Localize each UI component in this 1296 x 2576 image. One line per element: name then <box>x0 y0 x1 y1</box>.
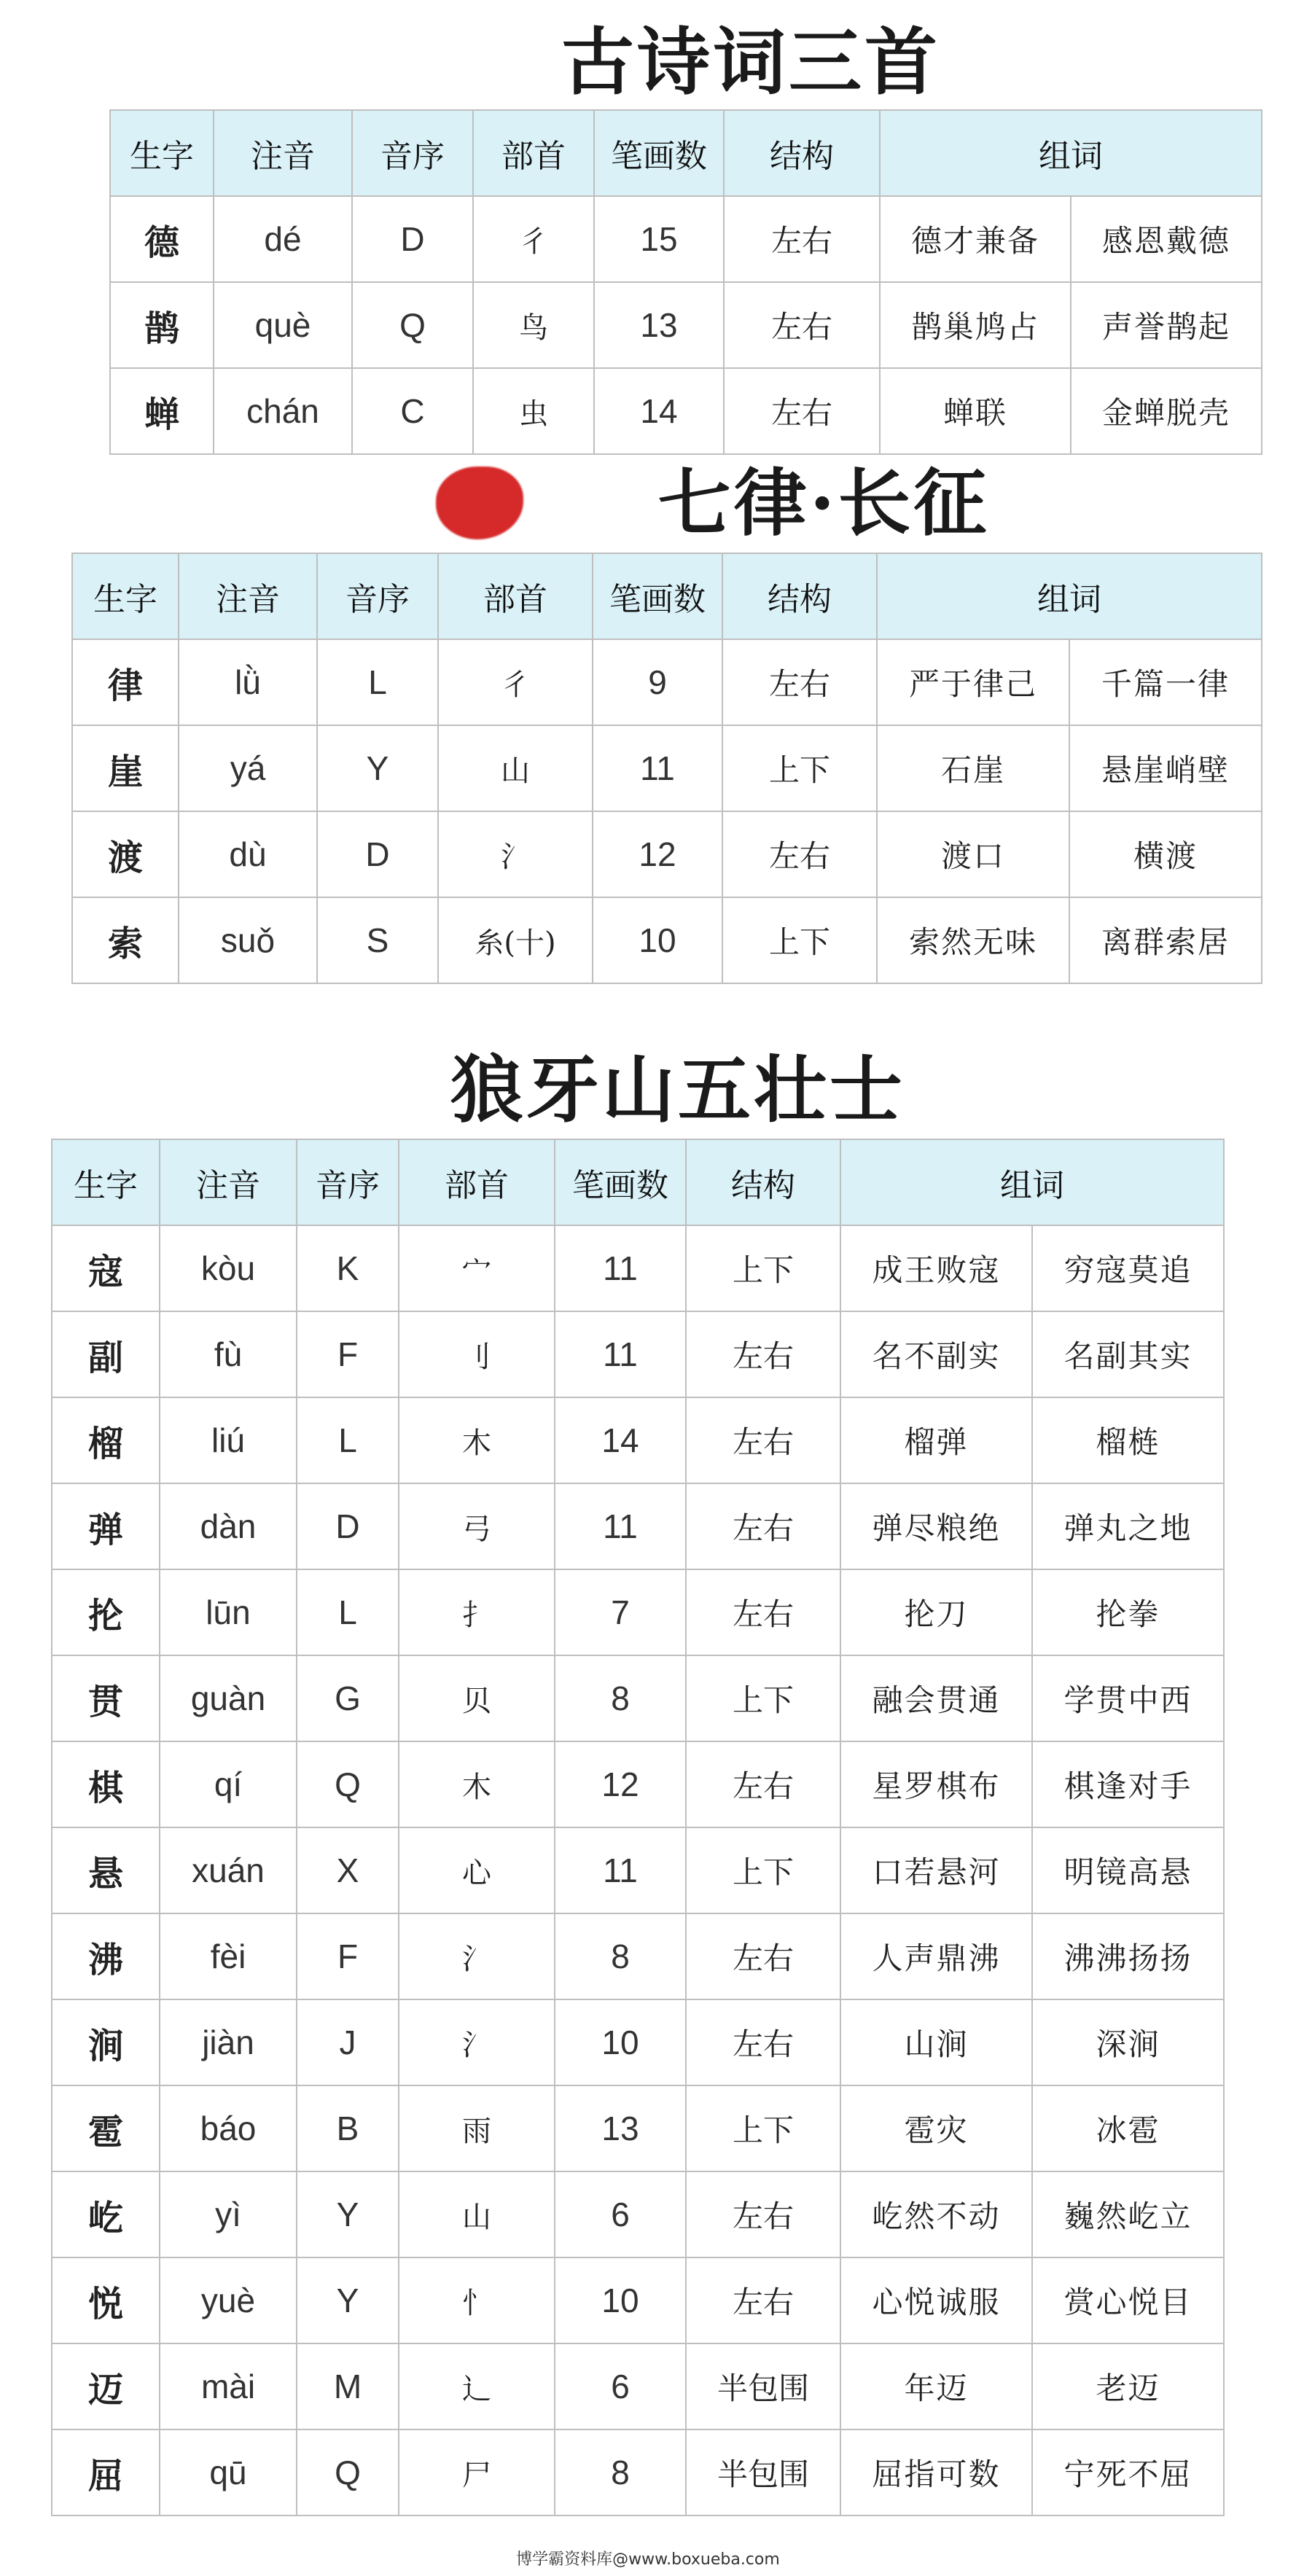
initial-letter-cell: D <box>297 1483 399 1569</box>
word-cell: 星罗棋布 <box>840 1741 1032 1827</box>
column-header: 组词 <box>840 1139 1224 1225</box>
stroke-count-cell: 10 <box>555 1999 686 2085</box>
word-cell: 名不副实 <box>840 1311 1032 1397</box>
word-cell: 榴弹 <box>840 1397 1032 1483</box>
table-row <box>72 639 1262 725</box>
stroke-count-cell: 14 <box>555 1397 686 1483</box>
word-cell: 人声鼎沸 <box>840 1913 1032 1999</box>
radical-cell: 扌 <box>399 1569 555 1655</box>
structure-cell: 上下 <box>722 725 877 811</box>
table-row <box>72 897 1262 983</box>
table-row <box>52 1225 1224 1311</box>
word-cell: 穷寇莫追 <box>1032 1225 1224 1311</box>
column-header: 注音 <box>179 553 317 639</box>
character-cell: 沸 <box>52 1913 160 1999</box>
structure-cell: 左右 <box>686 1569 840 1655</box>
radical-cell: 弓 <box>399 1483 555 1569</box>
structure-cell: 左右 <box>724 196 880 282</box>
word-cell: 年迈 <box>840 2343 1032 2429</box>
initial-letter-cell: Q <box>352 282 473 368</box>
pinyin-cell: yì <box>160 2171 297 2257</box>
table-row <box>52 2171 1224 2257</box>
pinyin-cell: fù <box>160 1311 297 1397</box>
radical-cell: 山 <box>399 2171 555 2257</box>
word-cell: 蝉联 <box>880 368 1071 454</box>
structure-cell: 上下 <box>686 2085 840 2171</box>
initial-letter-cell: K <box>297 1225 399 1311</box>
pinyin-cell: yuè <box>160 2257 297 2343</box>
stroke-count-cell: 7 <box>555 1569 686 1655</box>
stroke-count-cell: 6 <box>555 2171 686 2257</box>
radical-cell: 心 <box>399 1827 555 1913</box>
structure-cell: 左右 <box>724 368 880 454</box>
table-row <box>52 1397 1224 1483</box>
initial-letter-cell: S <box>317 897 438 983</box>
table-row <box>110 282 1262 368</box>
word-cell: 雹灾 <box>840 2085 1032 2171</box>
structure-cell: 半包围 <box>686 2429 840 2515</box>
stroke-count-cell: 8 <box>555 2429 686 2515</box>
word-cell: 千篇一律 <box>1069 639 1262 725</box>
column-header: 音序 <box>352 110 473 196</box>
stroke-count-cell: 11 <box>593 725 722 811</box>
table-row <box>52 1569 1224 1655</box>
character-cell: 寇 <box>52 1225 160 1311</box>
structure-cell: 左右 <box>686 1741 840 1827</box>
stroke-count-cell: 10 <box>555 2257 686 2343</box>
character-cell: 崖 <box>72 725 179 811</box>
word-cell: 横渡 <box>1069 811 1262 897</box>
stroke-count-cell: 13 <box>594 282 724 368</box>
section1-title: 古诗词三首 <box>561 19 940 105</box>
initial-letter-cell: F <box>297 1311 399 1397</box>
section3-title: 狼牙山五壮士 <box>450 1047 905 1133</box>
section3-table <box>51 1139 1225 2516</box>
word-cell: 宁死不屈 <box>1032 2429 1224 2515</box>
initial-letter-cell: Y <box>297 2171 399 2257</box>
word-cell: 学贯中西 <box>1032 1655 1224 1741</box>
word-cell: 冰雹 <box>1032 2085 1224 2171</box>
pinyin-cell: liú <box>160 1397 297 1483</box>
structure-cell: 左右 <box>724 282 880 368</box>
character-cell: 副 <box>52 1311 160 1397</box>
word-cell: 棋逢对手 <box>1032 1741 1224 1827</box>
word-cell: 抡拳 <box>1032 1569 1224 1655</box>
pinyin-cell: guàn <box>160 1655 297 1741</box>
character-cell: 涧 <box>52 1999 160 2085</box>
pinyin-cell: mài <box>160 2343 297 2429</box>
word-cell: 感恩戴德 <box>1071 196 1262 282</box>
column-header: 生字 <box>110 110 214 196</box>
pinyin-cell: què <box>214 282 352 368</box>
pinyin-cell: chán <box>214 368 352 454</box>
structure-cell: 上下 <box>686 1827 840 1913</box>
pinyin-cell: fèi <box>160 1913 297 1999</box>
column-header: 部首 <box>399 1139 555 1225</box>
pinyin-cell: suǒ <box>179 897 317 983</box>
column-header: 结构 <box>686 1139 840 1225</box>
structure-cell: 左右 <box>686 2257 840 2343</box>
pinyin-cell: dàn <box>160 1483 297 1569</box>
stroke-count-cell: 15 <box>594 196 724 282</box>
structure-cell: 左右 <box>686 1913 840 1999</box>
character-cell: 弹 <box>52 1483 160 1569</box>
radical-cell: 宀 <box>399 1225 555 1311</box>
radical-cell: 彳 <box>438 639 593 725</box>
structure-cell: 左右 <box>722 639 877 725</box>
word-cell: 德才兼备 <box>880 196 1071 282</box>
table-row <box>72 811 1262 897</box>
table-row <box>52 2343 1224 2429</box>
word-cell: 心悦诚服 <box>840 2257 1032 2343</box>
pinyin-cell: qū <box>160 2429 297 2515</box>
table-row <box>52 2085 1224 2171</box>
radical-cell: 虫 <box>473 368 594 454</box>
initial-letter-cell: C <box>352 368 473 454</box>
radical-cell: 彳 <box>473 196 594 282</box>
word-cell: 石崖 <box>877 725 1069 811</box>
initial-letter-cell: D <box>352 196 473 282</box>
pinyin-cell: dù <box>179 811 317 897</box>
header-row <box>110 110 1262 196</box>
column-header: 生字 <box>72 553 179 639</box>
table-row <box>110 196 1262 282</box>
stroke-count-cell: 11 <box>555 1225 686 1311</box>
structure-cell: 上下 <box>722 897 877 983</box>
pinyin-cell: lǜ <box>179 639 317 725</box>
word-cell: 离群索居 <box>1069 897 1262 983</box>
character-cell: 悬 <box>52 1827 160 1913</box>
word-cell: 弹尽粮绝 <box>840 1483 1032 1569</box>
column-header: 注音 <box>160 1139 297 1225</box>
table-row <box>52 2429 1224 2515</box>
header-row <box>52 1139 1224 1225</box>
column-header: 生字 <box>52 1139 160 1225</box>
column-header: 音序 <box>317 553 438 639</box>
column-header: 笔画数 <box>594 110 724 196</box>
column-header: 笔画数 <box>555 1139 686 1225</box>
radical-cell: 尸 <box>399 2429 555 2515</box>
word-cell: 融会贯通 <box>840 1655 1032 1741</box>
section1-table <box>109 109 1262 455</box>
word-cell: 赏心悦目 <box>1032 2257 1224 2343</box>
radical-cell: 雨 <box>399 2085 555 2171</box>
initial-letter-cell: M <box>297 2343 399 2429</box>
word-cell: 深涧 <box>1032 1999 1224 2085</box>
word-cell: 严于律己 <box>877 639 1069 725</box>
stroke-count-cell: 12 <box>555 1741 686 1827</box>
pinyin-cell: báo <box>160 2085 297 2171</box>
initial-letter-cell: B <box>297 2085 399 2171</box>
section2-title: 七律·长征 <box>657 460 990 546</box>
word-cell: 索然无味 <box>877 897 1069 983</box>
radical-cell: 糸(十) <box>438 897 593 983</box>
initial-letter-cell: F <box>297 1913 399 1999</box>
radical-cell: 刂 <box>399 1311 555 1397</box>
radical-cell: 山 <box>438 725 593 811</box>
pinyin-cell: kòu <box>160 1225 297 1311</box>
initial-letter-cell: J <box>297 1999 399 2085</box>
character-cell: 棋 <box>52 1741 160 1827</box>
section2-table <box>71 553 1262 984</box>
character-cell: 迈 <box>52 2343 160 2429</box>
word-cell: 弹丸之地 <box>1032 1483 1224 1569</box>
word-cell: 榴梿 <box>1032 1397 1224 1483</box>
table-row <box>52 2257 1224 2343</box>
structure-cell: 左右 <box>686 1311 840 1397</box>
character-cell: 雹 <box>52 2085 160 2171</box>
column-header: 部首 <box>438 553 593 639</box>
word-cell: 鹊巢鸠占 <box>880 282 1071 368</box>
word-cell: 山涧 <box>840 1999 1032 2085</box>
pinyin-cell: yá <box>179 725 317 811</box>
initial-letter-cell: L <box>297 1569 399 1655</box>
table-row <box>52 1311 1224 1397</box>
stroke-count-cell: 11 <box>555 1827 686 1913</box>
stroke-count-cell: 6 <box>555 2343 686 2429</box>
word-cell: 明镜高悬 <box>1032 1827 1224 1913</box>
pinyin-cell: jiàn <box>160 1999 297 2085</box>
structure-cell: 上下 <box>686 1655 840 1741</box>
column-header: 结构 <box>722 553 877 639</box>
pinyin-cell: lūn <box>160 1569 297 1655</box>
word-cell: 老迈 <box>1032 2343 1224 2429</box>
stroke-count-cell: 10 <box>593 897 722 983</box>
column-header: 部首 <box>473 110 594 196</box>
word-cell: 名副其实 <box>1032 1311 1224 1397</box>
radical-cell: 氵 <box>399 1913 555 1999</box>
initial-letter-cell: G <box>297 1655 399 1741</box>
structure-cell: 左右 <box>686 1397 840 1483</box>
character-cell: 蝉 <box>110 368 214 454</box>
table-row <box>52 1741 1224 1827</box>
pinyin-cell: dé <box>214 196 352 282</box>
radical-cell: 鸟 <box>473 282 594 368</box>
stroke-count-cell: 11 <box>555 1483 686 1569</box>
table-row <box>110 368 1262 454</box>
stroke-count-cell: 9 <box>593 639 722 725</box>
initial-letter-cell: Q <box>297 2429 399 2515</box>
stroke-count-cell: 11 <box>555 1311 686 1397</box>
stroke-count-cell: 8 <box>555 1655 686 1741</box>
column-header: 笔画数 <box>593 553 722 639</box>
table-row <box>52 1999 1224 2085</box>
column-header: 音序 <box>297 1139 399 1225</box>
structure-cell: 左右 <box>686 1999 840 2085</box>
radical-cell: 木 <box>399 1741 555 1827</box>
character-cell: 索 <box>72 897 179 983</box>
header-row <box>72 553 1262 639</box>
initial-letter-cell: L <box>317 639 438 725</box>
footer-watermark: 博学霸资料库@www.boxueba.com <box>516 2550 780 2569</box>
radical-cell: 忄 <box>399 2257 555 2343</box>
table-row <box>52 1827 1224 1913</box>
structure-cell: 左右 <box>686 1483 840 1569</box>
radical-cell: 辶 <box>399 2343 555 2429</box>
character-cell: 抡 <box>52 1569 160 1655</box>
word-cell: 金蝉脱壳 <box>1071 368 1262 454</box>
character-cell: 屹 <box>52 2171 160 2257</box>
word-cell: 声誉鹊起 <box>1071 282 1262 368</box>
column-header: 组词 <box>880 110 1262 196</box>
character-cell: 鹊 <box>110 282 214 368</box>
column-header: 注音 <box>214 110 352 196</box>
word-cell: 屹然不动 <box>840 2171 1032 2257</box>
initial-letter-cell: Y <box>317 725 438 811</box>
word-cell: 口若悬河 <box>840 1827 1032 1913</box>
word-cell: 抡刀 <box>840 1569 1032 1655</box>
table-row <box>52 1913 1224 1999</box>
radical-cell: 贝 <box>399 1655 555 1741</box>
table-row <box>52 1483 1224 1569</box>
initial-letter-cell: L <box>297 1397 399 1483</box>
pinyin-cell: xuán <box>160 1827 297 1913</box>
character-cell: 律 <box>72 639 179 725</box>
structure-cell: 半包围 <box>686 2343 840 2429</box>
initial-letter-cell: Q <box>297 1741 399 1827</box>
stroke-count-cell: 8 <box>555 1913 686 1999</box>
radical-cell: 木 <box>399 1397 555 1483</box>
initial-letter-cell: Y <box>297 2257 399 2343</box>
character-cell: 渡 <box>72 811 179 897</box>
stroke-count-cell: 12 <box>593 811 722 897</box>
column-header: 组词 <box>877 553 1262 639</box>
word-cell: 渡口 <box>877 811 1069 897</box>
structure-cell: 左右 <box>686 2171 840 2257</box>
word-cell: 巍然屹立 <box>1032 2171 1224 2257</box>
initial-letter-cell: X <box>297 1827 399 1913</box>
radical-cell: 氵 <box>438 811 593 897</box>
initial-letter-cell: D <box>317 811 438 897</box>
character-cell: 屈 <box>52 2429 160 2515</box>
stroke-count-cell: 14 <box>594 368 724 454</box>
character-cell: 悦 <box>52 2257 160 2343</box>
character-cell: 榴 <box>52 1397 160 1483</box>
word-cell: 沸沸扬扬 <box>1032 1913 1224 1999</box>
structure-cell: 上下 <box>686 1225 840 1311</box>
word-cell: 屈指可数 <box>840 2429 1032 2515</box>
character-cell: 贯 <box>52 1655 160 1741</box>
word-cell: 成王败寇 <box>840 1225 1032 1311</box>
column-header: 结构 <box>724 110 880 196</box>
character-cell: 德 <box>110 196 214 282</box>
table-row <box>52 1655 1224 1741</box>
stroke-count-cell: 13 <box>555 2085 686 2171</box>
structure-cell: 左右 <box>722 811 877 897</box>
table-row <box>72 725 1262 811</box>
word-cell: 悬崖峭壁 <box>1069 725 1262 811</box>
radical-cell: 氵 <box>399 1999 555 2085</box>
pinyin-cell: qí <box>160 1741 297 1827</box>
